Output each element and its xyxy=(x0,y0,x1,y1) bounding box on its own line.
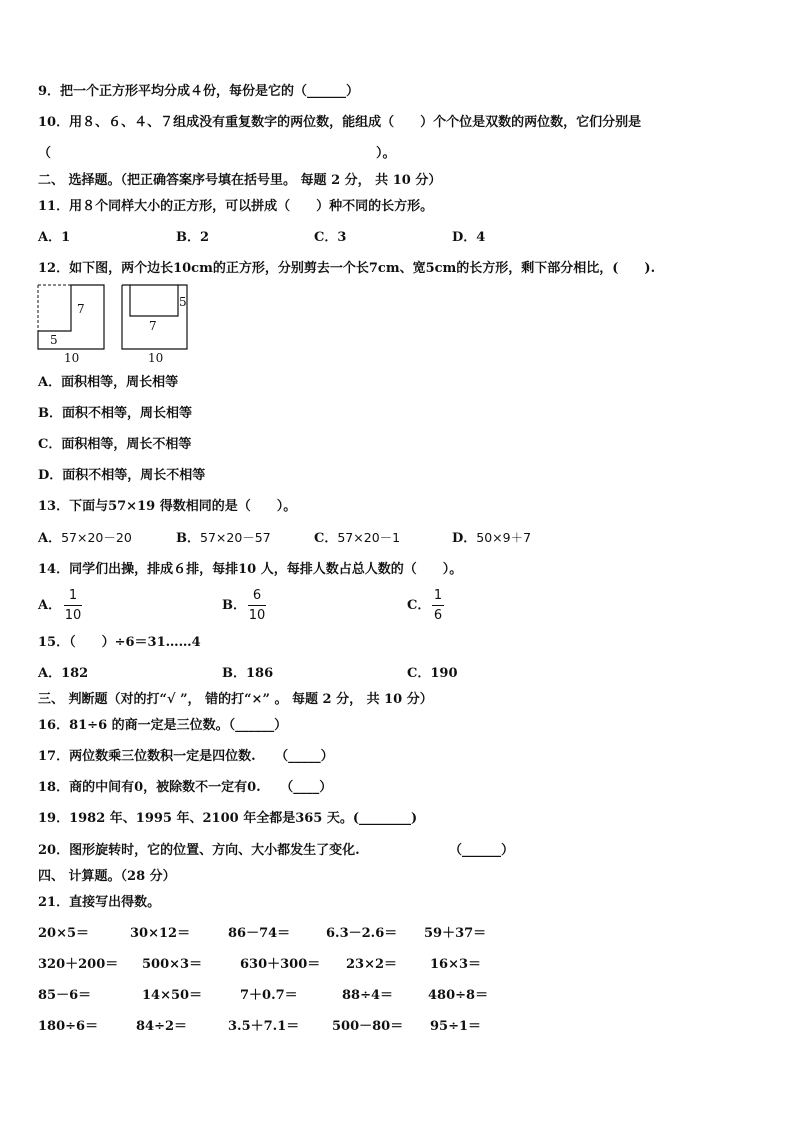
q11-option-b: B．2 xyxy=(176,230,210,245)
q12-fig-label-right-7: 7 xyxy=(149,319,157,333)
q13-option-c: C．57×20－1 xyxy=(314,530,401,546)
calc-r1-c5: 59＋37＝ xyxy=(424,926,487,941)
calc-r4-c4: 500－80＝ xyxy=(332,1019,404,1034)
q12-option-c: C．面积相等，周长不相等 xyxy=(38,437,192,452)
section-2-heading: 二、 选择题。（把正确答案序号填在括号里。 每题 2 分， 共 10 分） xyxy=(38,173,442,188)
calc-r3-c3: 7＋0.7＝ xyxy=(240,988,298,1003)
question-20-text: 20．图形旋转时，它的位置、方向、大小都发生了变化. xyxy=(38,843,360,858)
q12-fig-label-right-10: 10 xyxy=(148,351,164,365)
calc-r2-c5: 16×3＝ xyxy=(430,957,482,972)
q12-option-a: A．面积相等，周长相等 xyxy=(38,375,179,390)
q14-option-a-fraction: 1 10 xyxy=(64,588,82,623)
calc-r4-c5: 95÷1＝ xyxy=(430,1019,482,1034)
q12-figure xyxy=(30,280,200,366)
q12-option-d: D．面积不相等，周长不相等 xyxy=(38,468,206,483)
q15-option-c: C．190 xyxy=(407,666,458,681)
q12-fig-label-right-5: 5 xyxy=(179,295,187,309)
question-16: 16．81÷6 的商一定是三位数。（______） xyxy=(38,718,288,733)
calc-r3-c2: 14×50＝ xyxy=(142,988,203,1003)
calc-r4-c3: 3.5＋7.1＝ xyxy=(228,1019,300,1034)
q12-fig-label-left-10: 10 xyxy=(64,351,80,365)
q11-option-a: A．1 xyxy=(38,230,71,245)
q14-option-b-letter: B． xyxy=(222,598,246,613)
question-14-stem: 14．同学们出操，排成６排，每排10 人，每排人数占总人数的（ ）。 xyxy=(38,562,463,577)
q15-option-a: A．182 xyxy=(38,666,89,681)
q12-figure-right-shape xyxy=(122,285,187,349)
calc-r3-c5: 480÷8＝ xyxy=(428,988,489,1003)
q13-option-d: D．50×9＋7 xyxy=(452,530,532,546)
question-10-line2: （ ）。 xyxy=(38,146,396,161)
q14-option-b-fraction: 6 10 xyxy=(248,588,266,623)
question-12-stem: 12．如下图，两个边长10cm的正方形，分别剪去一个长7cm、宽5cm的长方形，剩下部分相比，( ). xyxy=(38,261,656,276)
calc-r2-c3: 630＋300＝ xyxy=(240,957,321,972)
calc-r1-c1: 20×5＝ xyxy=(38,926,90,941)
q12-fig-label-left-7: 7 xyxy=(77,302,85,316)
calc-r1-c3: 86－74＝ xyxy=(228,926,291,941)
question-17: 17．两位数乘三位数积一定是四位数. （_____） xyxy=(38,749,334,764)
calc-r1-c2: 30×12＝ xyxy=(130,926,191,941)
q13-option-b: B．57×20－57 xyxy=(176,530,271,546)
q11-option-d: D．4 xyxy=(452,230,486,245)
question-15-stem: 15．（ ）÷6＝31……4 xyxy=(38,635,201,650)
section-4-heading: 四、 计算题。（28 分） xyxy=(38,869,176,884)
calc-r3-c4: 88÷4＝ xyxy=(342,988,394,1003)
q13-option-a: A．57×20－20 xyxy=(38,530,132,546)
question-20-blank: （______） xyxy=(449,843,515,858)
section-3-heading: 三、 判断题（对的打“√ ”， 错的打“×” 。 每题 2 分， 共 10 分） xyxy=(38,692,433,707)
calc-r4-c1: 180÷6＝ xyxy=(38,1019,99,1034)
question-21-stem: 21．直接写出得数。 xyxy=(38,895,161,910)
question-18: 18．商的中间有0，被除数不一定有0. （____） xyxy=(38,780,333,795)
calc-r4-c2: 84÷2＝ xyxy=(136,1019,188,1034)
q12-option-b: B．面积不相等，周长相等 xyxy=(38,406,192,421)
q12-fig-label-left-5: 5 xyxy=(50,333,58,347)
calc-r2-c4: 23×2＝ xyxy=(346,957,398,972)
calc-r2-c2: 500×3＝ xyxy=(142,957,203,972)
q11-option-c: C．3 xyxy=(314,230,347,245)
calc-r3-c1: 85－6＝ xyxy=(38,988,92,1003)
question-9: 9．把一个正方形平均分成４份，每份是它的（______） xyxy=(38,84,360,99)
q12-figure-left-shape xyxy=(38,285,104,349)
question-11-stem: 11．用８个同样大小的正方形，可以拼成（ ）种不同的长方形。 xyxy=(38,199,434,214)
q14-option-a-letter: A． xyxy=(38,598,62,613)
q15-option-b: B．186 xyxy=(222,666,274,681)
question-19: 19．1982 年、1995 年、2100 年全都是365 天。(________) xyxy=(38,811,418,826)
q14-option-c-fraction: 1 6 xyxy=(433,588,443,623)
q14-option-c-letter: C． xyxy=(407,598,431,613)
question-10-line1: 10．用８、６、４、７组成没有重复数字的两位数，能组成（ ）个个位是双数的两位数，它们分别是 xyxy=(38,115,642,130)
question-13-stem: 13．下面与57×19 得数相同的是（ ）。 xyxy=(38,499,297,514)
calc-r1-c4: 6.3－2.6＝ xyxy=(326,926,398,941)
calc-r2-c1: 320＋200＝ xyxy=(38,957,119,972)
